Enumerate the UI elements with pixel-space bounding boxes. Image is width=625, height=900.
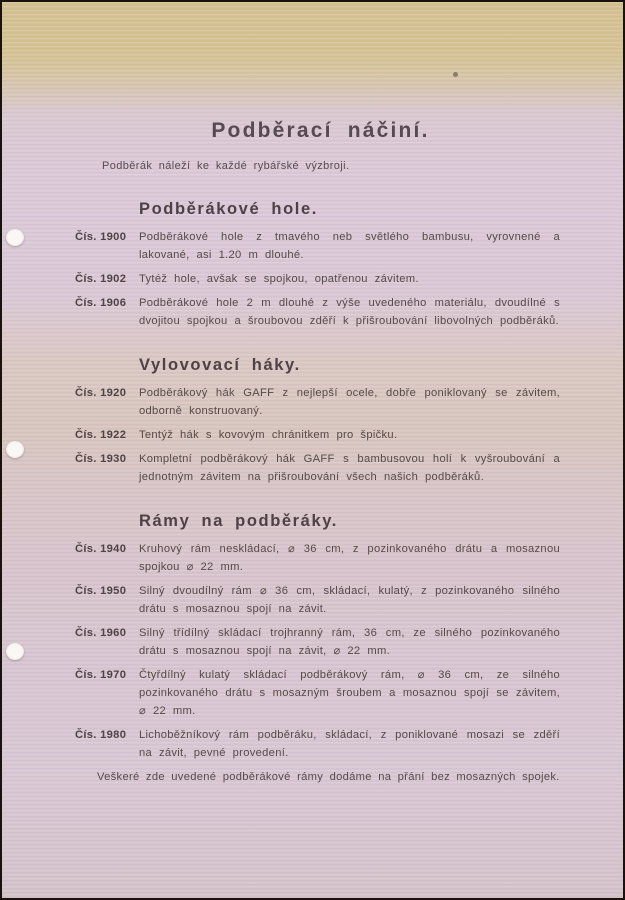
catalog-item	[75, 540, 560, 576]
section-heading: Rámy na podběráky.	[139, 512, 338, 530]
page-title: Podběrací náčiní.	[211, 119, 430, 142]
catalog-item	[75, 450, 560, 486]
item-text: Čtyřdílný kulatý skládací podběrákový rám, ⌀ 36 cm, ze silného pozinkovaného drátu s mosazným šroubem a mosaznou spojí se závitem, ⌀ 22 mm.	[139, 669, 560, 717]
catalog-section	[75, 511, 560, 762]
item-number: Čís. 1970	[75, 669, 127, 681]
item-number: Čís. 1940	[75, 543, 127, 555]
item-number: Čís. 1900	[75, 231, 127, 243]
catalog-section	[75, 355, 560, 486]
item-text: Kompletní podběrákový hák GAFF s bambusovou holí k vyšroubování a jednotným závitem na přišroubování všech našich podběráků.	[139, 453, 560, 483]
page-subtitle: Podběrák náleží ke každé rybářské výzbroji.	[102, 160, 350, 172]
item-text: Tentýž hák s kovovým chránitkem pro špičku.	[139, 429, 398, 441]
item-text: Silný třídílný skládací trojhranný rám, 36 cm, ze silného pozinkovaného drátu s mosaznou spojí na závit, ⌀ 22 mm.	[139, 627, 560, 657]
item-number: Čís. 1960	[75, 627, 127, 639]
catalog-item	[75, 666, 560, 720]
section-items	[75, 540, 560, 762]
item-number: Čís. 1950	[75, 585, 127, 597]
catalog-item	[75, 426, 560, 444]
section-items	[75, 384, 560, 486]
catalog-item	[75, 726, 560, 762]
item-text: Podběrákové hole 2 m dlouhé z výše uvedeného materiálu, dvoudílné s dvojitou spojkou a šroubovou zděří k přišroubování libovolných podběráků.	[139, 297, 560, 327]
catalog-item	[75, 582, 560, 618]
item-number: Čís. 1920	[75, 387, 127, 399]
catalog-item	[75, 384, 560, 420]
section-items	[75, 228, 560, 330]
footnote: Veškeré zde uvedené podběrákové rámy dodáme na přání bez mosazných spojek.	[97, 771, 560, 783]
item-text: Silný dvoudílný rám ⌀ 36 cm, skládací, kulatý, z pozinkovaného silného drátu s mosaznou spojí na závit.	[139, 585, 560, 615]
item-number: Čís. 1906	[75, 297, 127, 309]
catalog-item	[75, 624, 560, 660]
catalog-section	[75, 199, 560, 330]
catalog-item	[75, 270, 560, 288]
item-text: Tytéž hole, avšak se spojkou, opatřenou závitem.	[139, 273, 419, 285]
item-text: Kruhový rám neskládací, ⌀ 36 cm, z pozinkovaného drátu a mosaznou spojkou ⌀ 22 mm.	[139, 543, 560, 573]
item-number: Čís. 1922	[75, 429, 127, 441]
section-heading: Podběrákové hole.	[139, 200, 318, 218]
item-number: Čís. 1980	[75, 729, 127, 741]
item-text: Lichoběžníkový rám podběráku, skládací, z poniklované mosazi se zděří na závit, pevné provedení.	[139, 729, 560, 759]
item-text: Podběrákový hák GAFF z nejlepší ocele, dobře poniklovaný se závitem, odborně konstruovaný.	[139, 387, 560, 417]
catalog-item	[75, 294, 560, 330]
sections	[75, 199, 560, 762]
section-heading: Vylovovací háky.	[139, 356, 301, 374]
item-number: Čís. 1902	[75, 273, 127, 285]
catalog-item	[75, 228, 560, 264]
page-content	[2, 2, 623, 898]
item-number: Čís. 1930	[75, 453, 127, 465]
item-text: Podběrákové hole z tmavého neb světlého bambusu, vyrovnené a lakované, asi 1.20 m dlouhé.	[139, 231, 560, 261]
